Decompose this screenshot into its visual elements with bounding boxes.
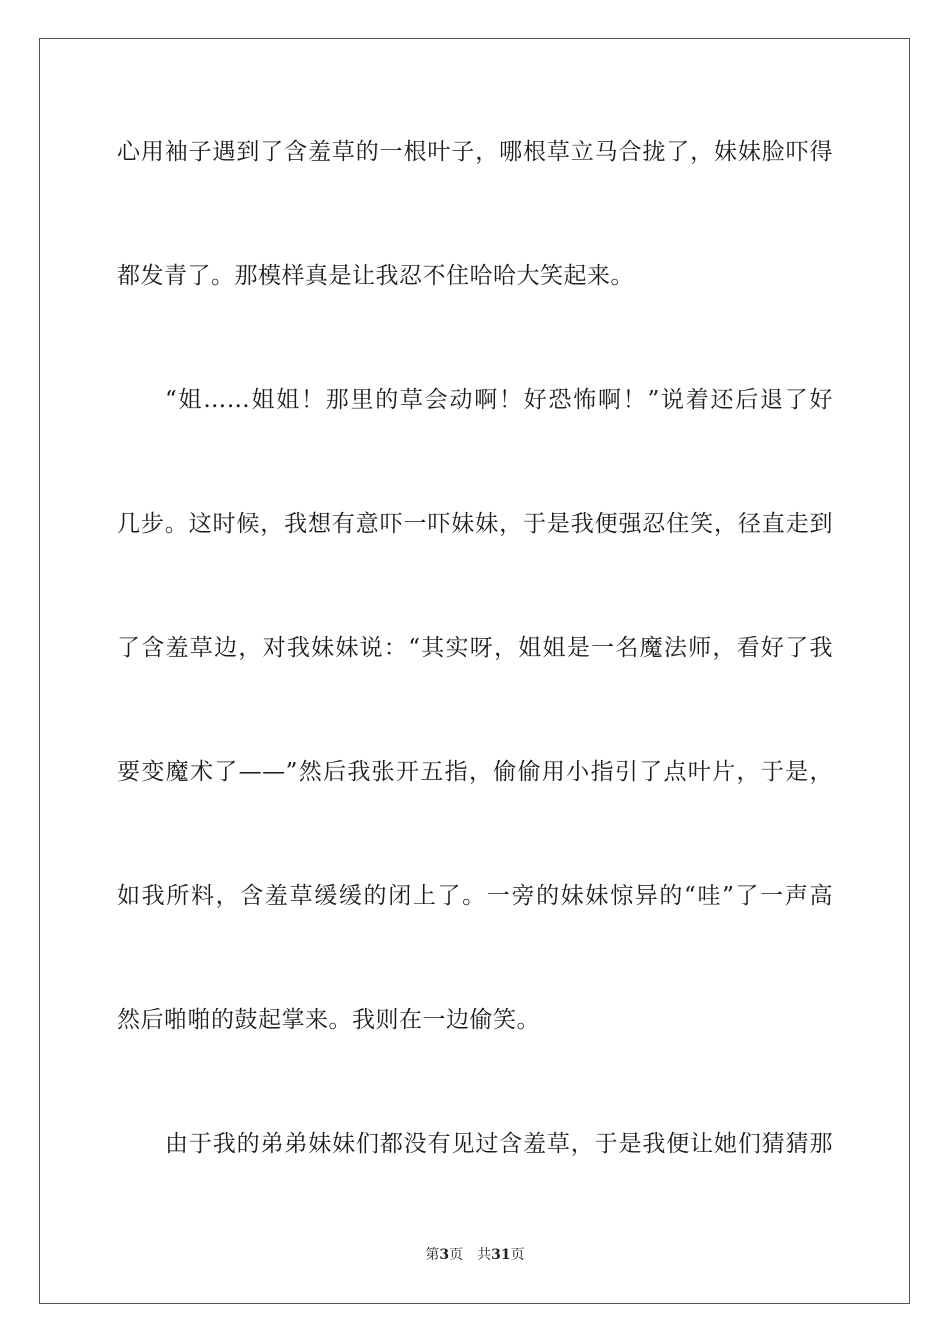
paragraph-line-5: 了含羞草边，对我妹妹说：“其实呀，姐姐是一名魔法师，看好了我 [117, 635, 833, 661]
paragraph-line-4: 几步。这时候，我想有意吓一吓妹妹，于是我便强忍住笑，径直走到 [117, 511, 833, 537]
footer-total-prefix: 共 [477, 1247, 492, 1263]
footer-page-number: 3 [439, 1247, 450, 1263]
page-border [39, 38, 910, 1304]
footer-page-prefix: 第 [425, 1247, 440, 1263]
paragraph-line-9: 由于我的弟弟妹妹们都没有见过含羞草，于是我便让她们猜猜那 [165, 1131, 833, 1157]
paragraph-line-1: 心用袖子遇到了含羞草的一根叶子，哪根草立马合拢了，妹妹脸吓得 [117, 139, 833, 165]
paragraph-line-6: 要变魔术了——”然后我张开五指，偷偷用小指引了点叶片，于是， [117, 759, 833, 785]
page-footer [0, 1246, 950, 1264]
footer-total-number: 31 [491, 1247, 511, 1263]
paragraph-line-7: 如我所料，含羞草缓缓的闭上了。一旁的妹妹惊异的“哇”了一声高 [117, 883, 833, 909]
paragraph-line-2: 都发青了。那模样真是让我忍不住哈哈大笑起来。 [117, 263, 634, 289]
footer-page-suffix: 页 [449, 1247, 464, 1263]
paragraph-line-8: 然后啪啪的鼓起掌来。我则在一边偷笑。 [117, 1007, 540, 1033]
footer-total-suffix: 页 [510, 1247, 525, 1263]
paragraph-line-3: “姐……姐姐！那里的草会动啊！好恐怖啊！”说着还后退了好 [165, 387, 833, 413]
